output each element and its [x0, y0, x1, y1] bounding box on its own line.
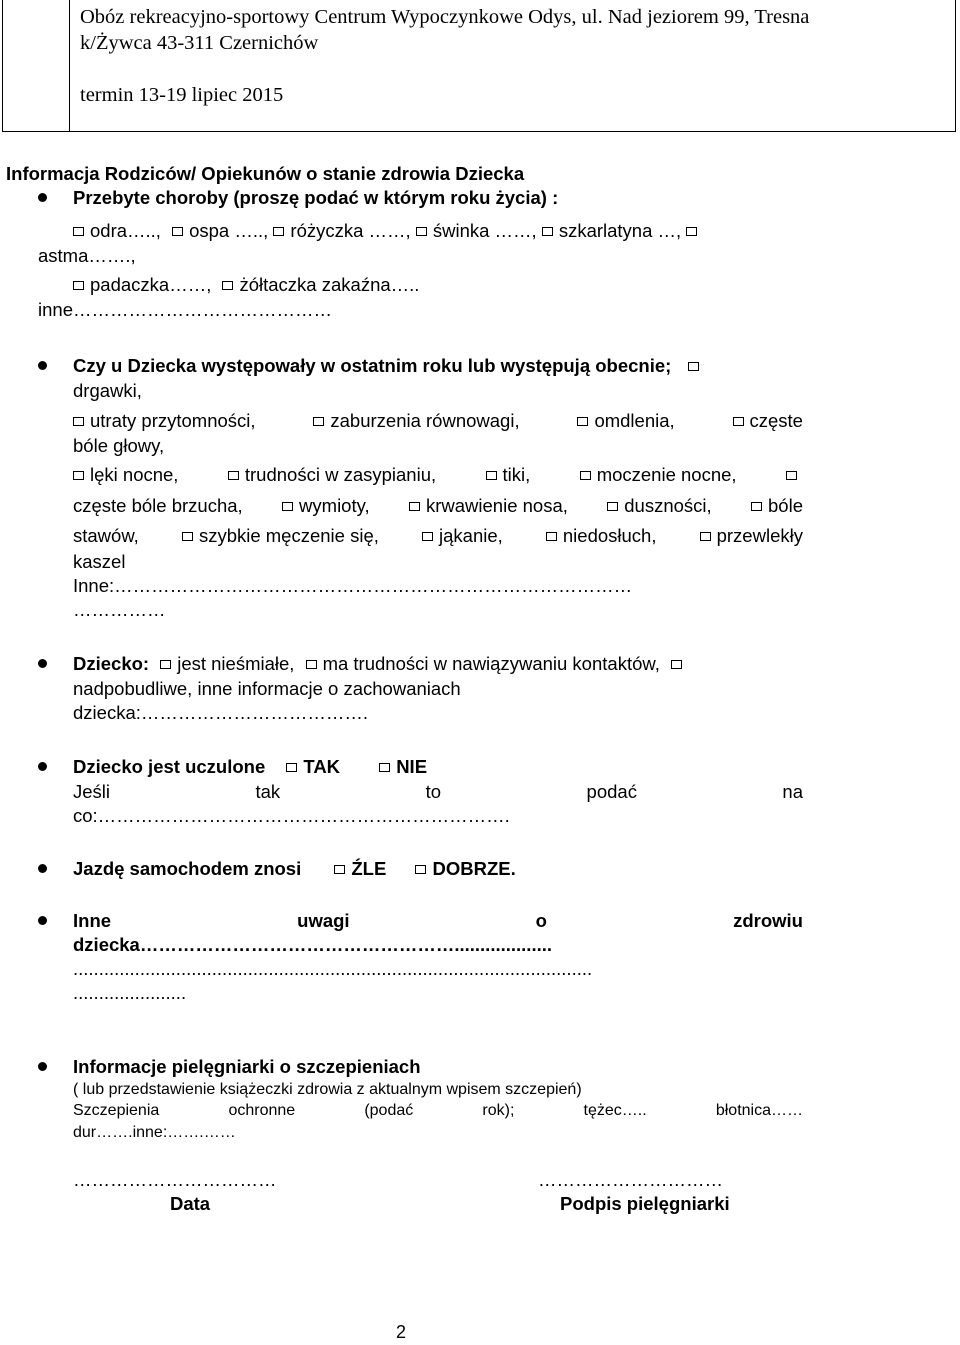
- symptoms-line-1: [73, 354, 705, 378]
- date-field[interactable]: ……………………………: [73, 1169, 277, 1190]
- allergy-line-1: [73, 755, 427, 779]
- option-niedosluch: niedosłuch,: [562, 525, 657, 546]
- checkbox-niedosluch[interactable]: [546, 532, 557, 541]
- option-leki: lęki nocne,: [90, 464, 179, 485]
- option-przewlekly: przewlekły: [716, 525, 803, 546]
- checkbox-tak[interactable]: [286, 763, 297, 772]
- checkbox-odra[interactable]: [73, 227, 84, 236]
- option-moczenie: moczenie nocne,: [596, 464, 737, 485]
- checkbox-drgawki[interactable]: [688, 362, 699, 371]
- nurse-word: Szczepienia: [73, 1102, 160, 1119]
- checkbox-kontakty[interactable]: [306, 660, 317, 669]
- option-kaszel: kaszel: [73, 551, 126, 572]
- remarks-word: uwagi: [297, 910, 350, 931]
- header-line-3: termin 13-19 lipiec 2015: [80, 84, 284, 106]
- nurse-note: ( lub przedstawienie książeczki zdrowia z aktualnym wpisem szczepień): [73, 1081, 582, 1098]
- option-omdlenia: omdlenia,: [594, 410, 675, 431]
- checkbox-leki[interactable]: [73, 471, 84, 480]
- page-number: 2: [396, 1322, 407, 1342]
- option-tiki: tiki,: [502, 464, 531, 485]
- option-stawow: stawów,: [73, 525, 139, 546]
- nurse-dur-line[interactable]: dur…….inne:…….……: [73, 1124, 236, 1141]
- behaviour-line-3[interactable]: dziecka:……………………………….: [73, 702, 369, 723]
- form-title: Informacja Rodziców/ Opiekunów o stanie zdrowia Dziecka: [6, 163, 525, 184]
- checkbox-bole-stawow[interactable]: [751, 502, 762, 511]
- allergy-word: to: [425, 781, 442, 802]
- checkbox-jakanie[interactable]: [422, 532, 433, 541]
- checkbox-padaczka[interactable]: [73, 281, 84, 290]
- option-zaburzenia: zaburzenia równowagi,: [330, 410, 520, 431]
- checkbox-szkarlatyna[interactable]: [542, 227, 553, 236]
- remarks-line-2[interactable]: [73, 933, 552, 957]
- diseases-row-1: [73, 219, 703, 243]
- checkbox-brzucha[interactable]: [786, 471, 797, 480]
- symptoms-other-field[interactable]: Inne:…………………………………………………………………………: [73, 575, 633, 596]
- remarks-line-1: [73, 909, 803, 933]
- date-label: Data: [170, 1193, 211, 1214]
- option-bole-glowy: bóle głowy,: [73, 435, 165, 456]
- option-dusznosci: duszności,: [624, 495, 712, 516]
- option-kontakty: ma trudności w nawiązywaniu kontaktów,: [322, 653, 660, 674]
- bullet: [38, 916, 47, 925]
- header-line-1: Obóz rekreacyjno-sportowy Centrum Wypoczynkowe Odys, ul. Nad jeziorem 99, Tresna: [80, 6, 810, 28]
- allergy-word: na: [782, 781, 803, 802]
- bullet: [38, 193, 47, 202]
- checkbox-zle[interactable]: [334, 865, 345, 874]
- nurse-word: rok);: [482, 1102, 515, 1119]
- travel-line: [73, 857, 516, 881]
- checkbox-zoltaczka[interactable]: [222, 281, 233, 290]
- checkbox-moczenie[interactable]: [580, 471, 591, 480]
- checkbox-rozyczka[interactable]: [273, 227, 284, 236]
- checkbox-omdlenia[interactable]: [577, 417, 588, 426]
- symptoms-line-6: [73, 494, 803, 518]
- checkbox-swinka[interactable]: [416, 227, 427, 236]
- checkbox-astma[interactable]: [686, 227, 697, 236]
- checkbox-trudnosci[interactable]: [228, 471, 239, 480]
- option-odra: odra…..,: [90, 220, 161, 241]
- option-dobrze: DOBRZE.: [432, 858, 516, 879]
- option-drgawki: drgawki,: [73, 380, 142, 401]
- allergy-word: tak: [255, 781, 281, 802]
- option-bole: bóle: [768, 495, 803, 516]
- allergy-details-field[interactable]: co:………………………………………………………….: [73, 805, 510, 826]
- checkbox-nadpobudliwe[interactable]: [671, 660, 682, 669]
- nurse-word: ochronne: [228, 1102, 296, 1119]
- behaviour-line-1: [73, 652, 688, 676]
- option-czeste: częste: [749, 410, 803, 431]
- signature-label: Podpis pielęgniarki: [560, 1193, 730, 1214]
- option-szkarlatyna: szkarlatyna …,: [558, 220, 682, 241]
- bullet: [38, 361, 47, 370]
- option-inne: inne……………………………………: [38, 299, 332, 320]
- allergy-line-2: [73, 780, 803, 804]
- option-wymioty: wymioty,: [299, 495, 370, 516]
- checkbox-wymioty[interactable]: [282, 502, 293, 511]
- allergy-word: podać: [586, 781, 637, 802]
- option-niesmiale: jest nieśmiałe,: [177, 653, 295, 674]
- checkbox-kaszel[interactable]: [700, 532, 711, 541]
- signature-field[interactable]: …………………………: [538, 1169, 723, 1190]
- checkbox-bole-glowy[interactable]: [733, 417, 744, 426]
- nurse-heading: Informacje pielęgniarki o szczepieniach: [73, 1056, 421, 1077]
- behaviour-label: Dziecko:: [73, 653, 150, 674]
- symptoms-heading: Czy u Dziecka występowały w ostatnim roku lub występują obecnie;: [73, 355, 672, 376]
- option-ospa: ospa …..,: [189, 220, 269, 241]
- nurse-word[interactable]: błotnica……: [715, 1102, 803, 1119]
- bullet: [38, 762, 47, 771]
- option-padaczka: padaczka……,: [90, 274, 212, 295]
- header-text: [80, 4, 809, 108]
- remarks-line-3[interactable]: .....................................................................................................: [73, 958, 593, 979]
- checkbox-niesmiale[interactable]: [160, 660, 171, 669]
- header-line-2: k/Żywca 43-311 Czernichów: [80, 32, 319, 54]
- nurse-vaccinations-line: [73, 1100, 803, 1121]
- option-trudnosci: trudności w zasypianiu,: [244, 464, 437, 485]
- nurse-word[interactable]: tężec…..: [583, 1102, 647, 1119]
- travel-label: Jazdę samochodem znosi: [73, 858, 302, 879]
- checkbox-meczenie[interactable]: [182, 532, 193, 541]
- remarks-word: o: [535, 910, 547, 931]
- checkbox-zaburzenia[interactable]: [313, 417, 324, 426]
- checkbox-dusznosci[interactable]: [607, 502, 618, 511]
- option-nie: NIE: [396, 756, 428, 777]
- symptoms-line-3: [73, 409, 803, 433]
- option-utraty: utraty przytomności,: [90, 410, 256, 431]
- behaviour-line-2: nadpobudliwe, inne informacje o zachowaniach: [73, 678, 461, 699]
- allergy-word: Jeśli: [73, 781, 111, 802]
- checkbox-ospa[interactable]: [172, 227, 183, 236]
- diseases-row-2: [73, 273, 419, 297]
- checkbox-nie[interactable]: [379, 763, 390, 772]
- header-divider: [69, 0, 70, 131]
- diseases-heading: Przebyte choroby (proszę podać w którym roku życia) :: [73, 187, 559, 208]
- option-rozyczka: różyczka ……,: [290, 220, 411, 241]
- nurse-word: (podać: [364, 1102, 414, 1119]
- symptoms-line-7: [73, 524, 803, 548]
- remarks-word: zdrowiu: [733, 910, 803, 931]
- option-zle: ŹLE: [351, 858, 387, 879]
- bullet: [38, 864, 47, 873]
- allergy-label: Dziecko jest uczulone: [73, 756, 266, 777]
- bullet: [38, 1062, 47, 1071]
- symptoms-other-field-continued[interactable]: ……………: [73, 599, 166, 620]
- checkbox-krwawienie[interactable]: [409, 502, 420, 511]
- bullet: [38, 659, 47, 668]
- option-brzucha: częste bóle brzucha,: [73, 495, 243, 516]
- checkbox-utraty[interactable]: [73, 417, 84, 426]
- symptoms-line-5: [73, 463, 803, 487]
- option-krwawienie: krwawienie nosa,: [425, 495, 568, 516]
- option-meczenie: szybkie męczenie się,: [198, 525, 379, 546]
- option-zoltaczka: żółtaczka zakaźna…..: [239, 274, 420, 295]
- option-jakanie: jąkanie,: [439, 525, 503, 546]
- remarks-field: dziecka……………………………………………...................: [73, 934, 553, 955]
- checkbox-dobrze[interactable]: [415, 865, 426, 874]
- remarks-word: Inne: [73, 910, 112, 931]
- checkbox-tiki[interactable]: [486, 471, 497, 480]
- option-astma: astma…….,: [38, 245, 136, 266]
- option-tak: TAK: [303, 756, 341, 777]
- remarks-line-4[interactable]: ......................: [73, 982, 187, 1003]
- option-swinka: świnka ……,: [432, 220, 537, 241]
